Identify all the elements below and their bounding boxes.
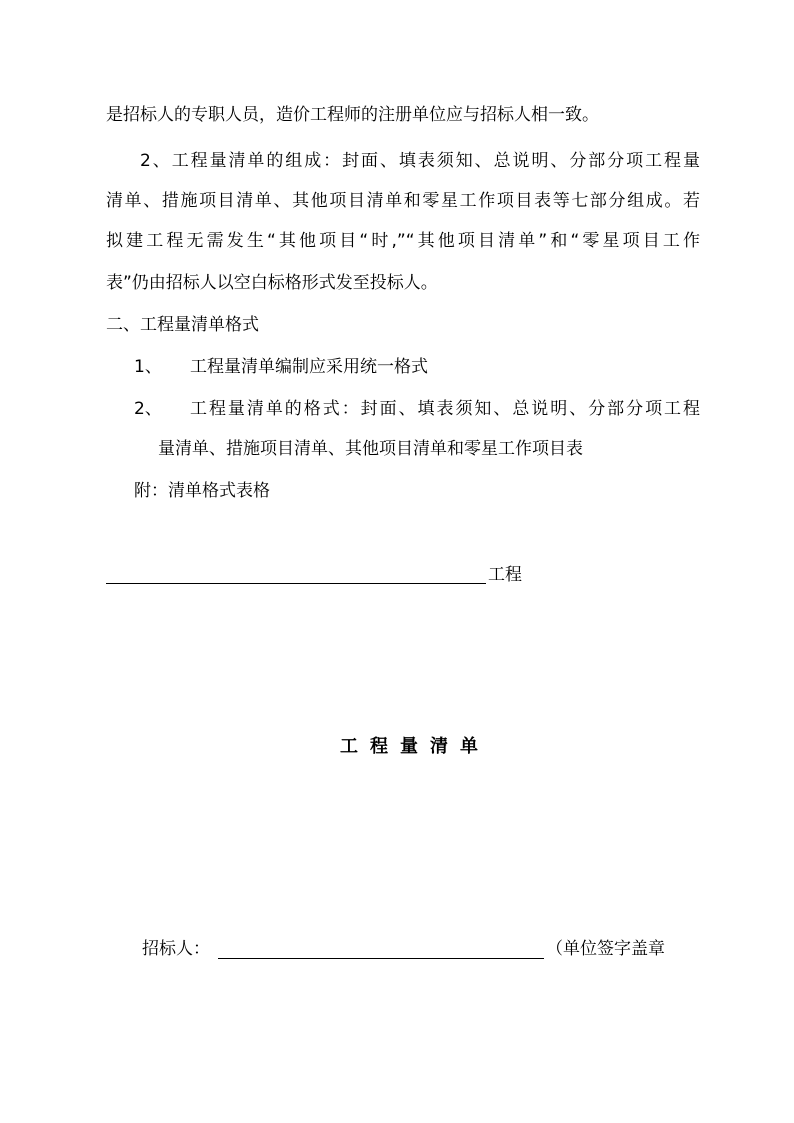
item-2-text-line-1: 工程量清单的格式：封面、填表须知、总说明、分部分项工程: [190, 399, 700, 419]
item-2-text-line-2: 量清单、措施项目清单、其他项目清单和零星工作项目表: [158, 439, 583, 459]
tenderer-label: 招标人：: [142, 939, 210, 959]
project-suffix: 工程: [488, 565, 522, 585]
appendix-note: 附：清单格式表格: [134, 481, 270, 501]
tenderer-note: （单位签字盖章: [546, 939, 665, 959]
paragraph-2-line-1: 2、工程量清单的组成：封面、填表须知、总说明、分部分项工程量: [140, 151, 700, 171]
paragraph-2-line-2: 清单、措施项目清单、其他项目清单和零星工作项目表等七部分组成。若: [106, 191, 700, 211]
paragraph-2-line-4: 表”仍由招标人以空白标格形式发至投标人。: [106, 273, 438, 293]
paragraph-1-line-1: 是招标人的专职人员，造价工程师的注册单位应与招标人相一致。: [106, 105, 599, 125]
tenderer-blank: [218, 958, 544, 959]
project-name-blank: [106, 583, 486, 584]
item-2-number: 2、: [134, 399, 162, 419]
cover-title: 工程量清单: [340, 736, 490, 757]
paragraph-2-line-3: 拟建工程无需发生“其他项目“时,”“其他项目清单”和“零星项目工作: [106, 231, 700, 251]
item-1-text: 工程量清单编制应采用统一格式: [190, 357, 428, 377]
section-2-heading: 二、工程量清单格式: [106, 315, 259, 335]
item-1-number: 1、: [134, 357, 162, 377]
